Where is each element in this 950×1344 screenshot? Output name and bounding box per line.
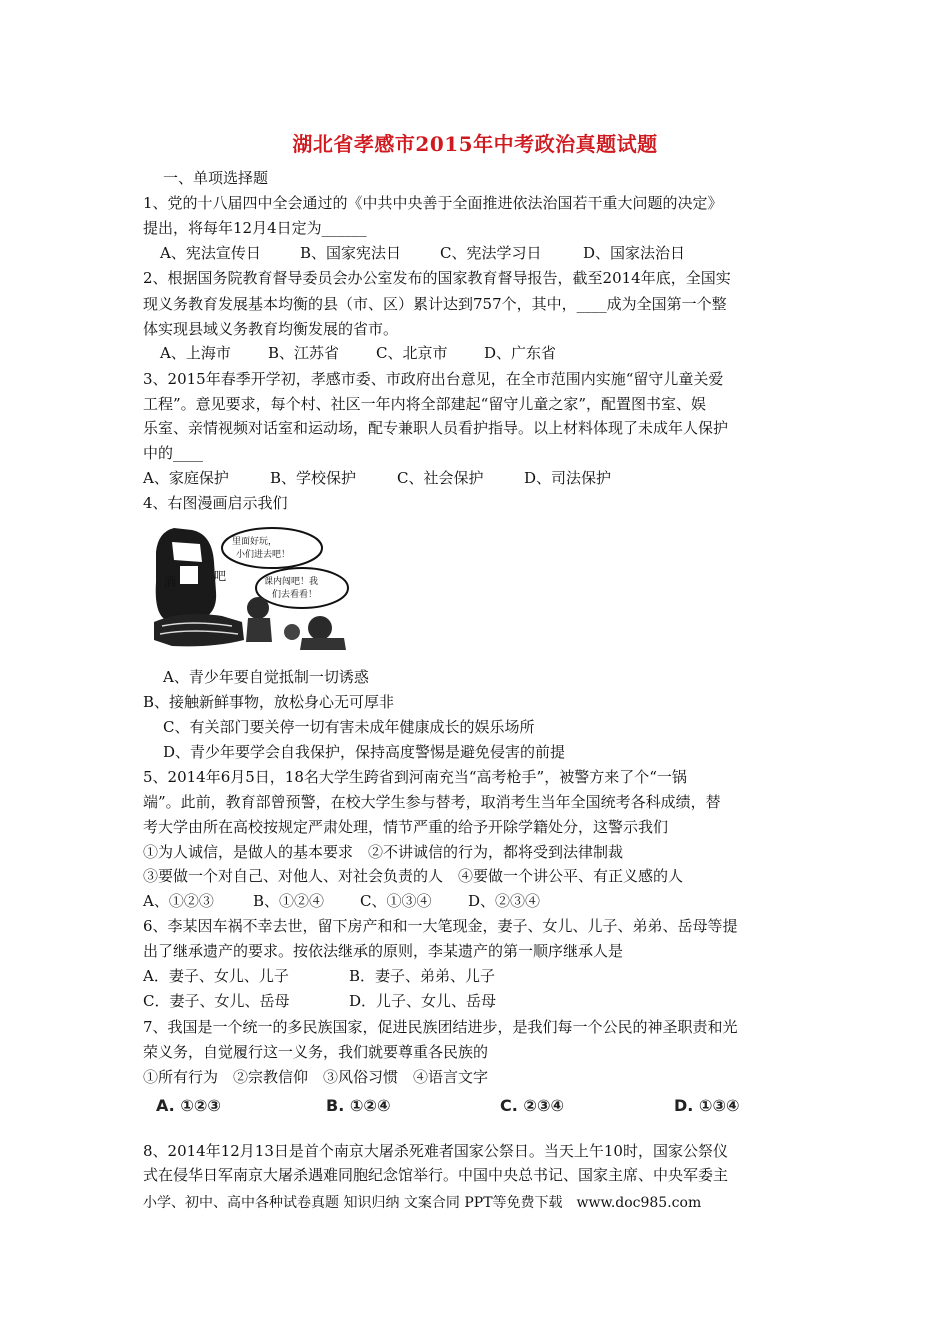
q6-option-b: B．妻子、弟弟、儿子 <box>349 967 496 985</box>
q8-text-line-2: 式在侵华日军南京大屠杀遇难同胞纪念馆举行。中国中央总书记、国家主席、中央军委主 <box>143 1166 729 1184</box>
q6-text-line-2: 出了继承遗产的要求。按依法继承的原则，李某遗产的第一顺序继承人是 <box>143 942 624 960</box>
q2-option-b: B、江苏省 <box>268 344 340 362</box>
q1-text-line-2: 提出，将每年12月4日定为______ <box>143 219 367 237</box>
q5-text-line-1: 5、2014年6月5日，18名大学生跨省到河南充当“高考枪手”，被警方来了个“一锅 <box>143 768 687 786</box>
q3-option-b: B、学校保护 <box>270 469 357 487</box>
q3-text-line-3: 乐室、亲情视频对话室和运动场，配专兼职人员看护指导。以上材料体现了未成年人保护 <box>143 419 729 437</box>
q3-option-a: A、家庭保护 <box>143 469 229 487</box>
q2-text-line-2: 现义务教育发展基本均衡的县（市、区）累计达到757个，其中，____成为全国第一个整 <box>143 295 727 313</box>
q6-option-a: A．妻子、女儿、儿子 <box>143 967 289 985</box>
q5-option-a: A、①②③ <box>143 892 214 910</box>
q5-text-line-3: 考大学由所在高校按规定严肃处理，情节严重的给予开除学籍处分，这警示我们 <box>143 818 669 836</box>
q6-text-line-1: 6、李某因车祸不幸去世，留下房产和和一大笔现金，妻子、女儿、儿子、弟弟、岳母等提 <box>143 917 738 935</box>
q7-statements: ①所有行为 ②宗教信仰 ③风俗习惯 ④语言文字 <box>143 1068 489 1086</box>
page-footer: 小学、初中、高中各种试卷真题 知识归纳 文案合同 PPT等免费下载 www.doc985.com <box>143 1195 702 1211</box>
cartoon-bubble-2-line-1: 课内闯吧！我 <box>264 577 319 587</box>
q1-option-a: A、宪法宣传日 <box>160 244 261 262</box>
q4-option-a: A、青少年要自觉抵制一切诱惑 <box>163 668 369 686</box>
q6-option-c: C．妻子、女儿、岳母 <box>143 992 290 1010</box>
q1-option-c: C、宪法学习日 <box>440 244 542 262</box>
q7-options-image <box>152 1094 792 1120</box>
section-heading: 一、单项选择题 <box>163 169 269 187</box>
q3-option-d: D、司法保护 <box>524 469 612 487</box>
q2-option-a: A、上海市 <box>160 344 231 362</box>
q4-text-line-1: 4、右图漫画启示我们 <box>143 494 288 512</box>
q1-options <box>160 243 685 263</box>
q5-statements-1-2: ①为人诚信，是做人的基本要求 ②不讲诚信的行为，都将受到法律制裁 <box>143 843 624 861</box>
q2-option-c: C、北京市 <box>376 344 448 362</box>
cartoon-sign-ba: 吧 <box>214 569 227 583</box>
q7-option-a: A. ①②③ <box>156 1096 221 1115</box>
q2-text-line-1: 2、根据国务院教育督导委员会办公室发布的国家教育督导报告，截至2014年底，全国实 <box>143 269 731 287</box>
q5-text-line-2: 端”。此前，教育部曾预警，在校大学生参与替考，取消考生当年全国统考各科成绩，替 <box>143 793 721 811</box>
q3-text-line-2: 工程”。意见要求，每个村、社区一年内将全部建起“留守儿童之家”，配置图书室、娱 <box>143 395 707 413</box>
q2-option-d: D、广东省 <box>484 344 557 362</box>
q5-option-b: B、①②④ <box>253 892 325 910</box>
q1-option-b: B、国家宪法日 <box>300 244 402 262</box>
q3-text-line-1: 3、2015年春季开学初，孝感市委、市政府出台意见，在全市范围内实施“留守儿童关爱 <box>143 370 724 388</box>
q6-option-d: D．儿子、女儿、岳母 <box>349 992 497 1010</box>
q7-text-line-1: 7、我国是一个统一的多民族国家，促进民族团结进步，是我们每一个公民的神圣职责和光 <box>143 1018 738 1036</box>
cartoon-bubble-2-line-2: 们去看看！ <box>272 590 318 600</box>
comic-cartoon-image <box>152 522 350 650</box>
q7-option-c: C. ②③④ <box>500 1096 565 1115</box>
q6-options-cd <box>143 991 496 1011</box>
q8-text-line-1: 8、2014年12月13日是首个南京大屠杀死难者国家公祭日。当天上午10时，国家公祭仪 <box>143 1142 728 1160</box>
q3-option-c: C、社会保护 <box>397 469 484 487</box>
cartoon-sign-jiu: 酒 <box>164 575 177 589</box>
q3-options <box>143 468 611 488</box>
q1-text-line-1: 1、党的十八届四中全会通过的《中共中央善于全面推进依法治国若干重大问题的决定》 <box>143 194 723 212</box>
q6-options-ab <box>143 966 495 986</box>
q7-option-b: B. ①②④ <box>326 1096 391 1115</box>
q2-options <box>160 343 556 363</box>
page-title: 湖北省孝感市2015年中考政治真题试题 <box>292 132 658 156</box>
q7-option-d: D. ①③④ <box>674 1096 740 1115</box>
cartoon-bubble-1-line-2: 小们进去吧！ <box>236 550 291 560</box>
q3-text-line-4: 中的____ <box>143 444 204 462</box>
q5-option-d: D、②③④ <box>468 892 541 910</box>
q4-option-b: B、接触新鲜事物，放松身心无可厚非 <box>143 693 395 711</box>
q4-option-c: C、有关部门要关停一切有害未成年健康成长的娱乐场所 <box>163 718 535 736</box>
q7-text-line-2: 荣义务，自觉履行这一义务，我们就要尊重各民族的 <box>143 1043 489 1061</box>
q2-text-line-3: 体实现县域义务教育均衡发展的省市。 <box>143 320 399 338</box>
cartoon-bubble-1-line-1: 里面好玩， <box>232 537 278 547</box>
q5-option-c: C、①③④ <box>360 892 432 910</box>
q5-statements-3-4: ③要做一个对自己、对他人、对社会负责的人 ④要做一个讲公平、有正义感的人 <box>143 867 684 885</box>
q1-option-d: D、国家法治日 <box>583 244 686 262</box>
q5-options <box>143 891 540 911</box>
q4-option-d: D、青少年要学会自我保护，保持高度警惕是避免侵害的前提 <box>163 743 566 761</box>
